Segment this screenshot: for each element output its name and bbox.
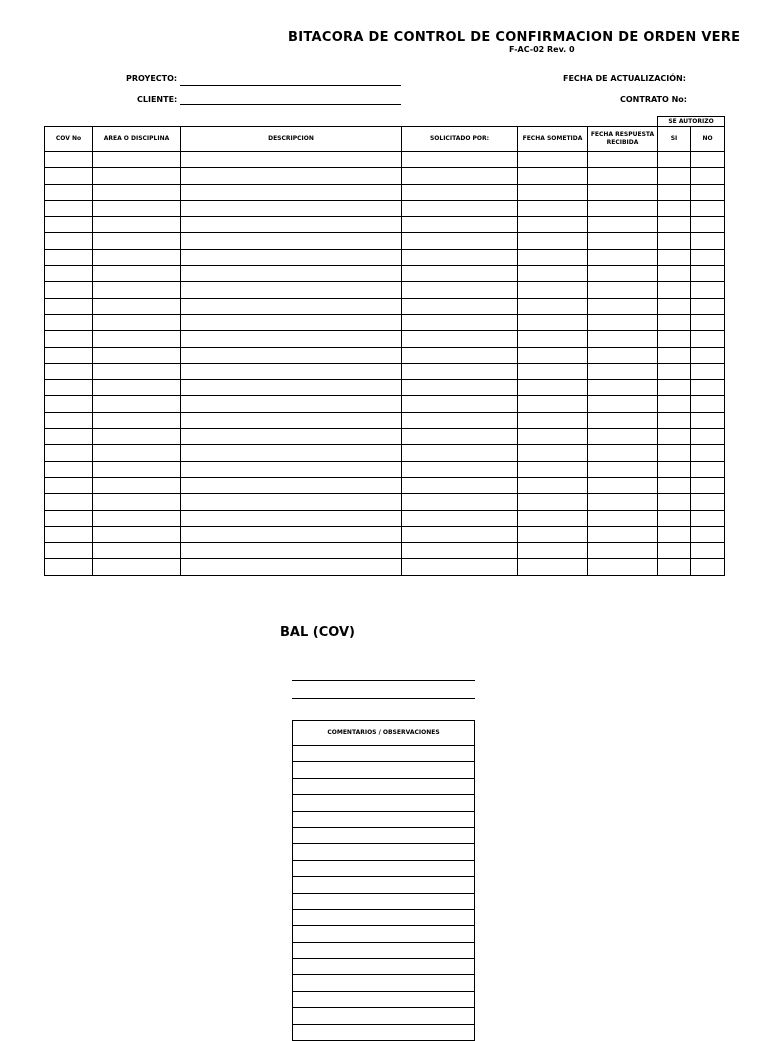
- cell-fecha-sometida[interactable]: [518, 363, 588, 379]
- cell-cov-no[interactable]: [45, 217, 93, 233]
- cell-cov-no[interactable]: [45, 494, 93, 510]
- cell-fecha-respuesta[interactable]: [588, 217, 658, 233]
- cell-comment[interactable]: [293, 926, 475, 942]
- cell-fecha-respuesta[interactable]: [588, 363, 658, 379]
- cell-descripcion[interactable]: [181, 314, 402, 330]
- cell-cov-no[interactable]: [45, 298, 93, 314]
- cell-descripcion[interactable]: [181, 526, 402, 542]
- comment-row: [293, 1008, 475, 1024]
- cell-cov-no[interactable]: [45, 331, 93, 347]
- comment-row: [293, 893, 475, 909]
- cell-descripcion[interactable]: [181, 184, 402, 200]
- cell-descripcion[interactable]: [181, 559, 402, 575]
- comments-header-row: [293, 721, 475, 746]
- cell-no[interactable]: [691, 266, 725, 282]
- cell-si[interactable]: [658, 363, 691, 379]
- cell-si[interactable]: [658, 331, 691, 347]
- cell-area[interactable]: [93, 233, 181, 249]
- table-row: [45, 477, 725, 493]
- cell-comment[interactable]: [293, 893, 475, 909]
- cell-fecha-sometida[interactable]: [518, 282, 588, 298]
- cell-descripcion[interactable]: [181, 363, 402, 379]
- cell-solicitado[interactable]: [402, 526, 518, 542]
- cell-solicitado[interactable]: [402, 266, 518, 282]
- cell-solicitado[interactable]: [402, 184, 518, 200]
- second-page-title-fragment: BAL (COV): [280, 625, 355, 640]
- cell-fecha-respuesta[interactable]: [588, 412, 658, 428]
- table-row: [45, 266, 725, 282]
- table-row: [45, 331, 725, 347]
- cell-comment[interactable]: [293, 746, 475, 762]
- cov-log-body: [45, 152, 725, 576]
- cell-area[interactable]: [93, 282, 181, 298]
- cell-si[interactable]: [658, 526, 691, 542]
- cell-si[interactable]: [658, 429, 691, 445]
- cell-cov-no[interactable]: [45, 510, 93, 526]
- cell-area[interactable]: [93, 412, 181, 428]
- cell-comment[interactable]: [293, 844, 475, 860]
- cell-fecha-respuesta[interactable]: [588, 314, 658, 330]
- cell-comment[interactable]: [293, 991, 475, 1007]
- table-row: [45, 363, 725, 379]
- cell-si[interactable]: [658, 510, 691, 526]
- cell-no[interactable]: [691, 217, 725, 233]
- cell-descripcion[interactable]: [181, 494, 402, 510]
- cell-fecha-respuesta[interactable]: [588, 282, 658, 298]
- cell-fecha-respuesta[interactable]: [588, 380, 658, 396]
- cell-cov-no[interactable]: [45, 429, 93, 445]
- cell-fecha-respuesta[interactable]: [588, 184, 658, 200]
- cell-solicitado[interactable]: [402, 477, 518, 493]
- cell-no[interactable]: [691, 380, 725, 396]
- cell-fecha-respuesta[interactable]: [588, 396, 658, 412]
- cell-fecha-respuesta[interactable]: [588, 168, 658, 184]
- cell-cov-no[interactable]: [45, 559, 93, 575]
- document-title: BITACORA DE CONTROL DE CONFIRMACION DE ORDEN VERE: [288, 30, 741, 45]
- cell-fecha-respuesta[interactable]: [588, 429, 658, 445]
- table-row: [45, 396, 725, 412]
- cell-solicitado[interactable]: [402, 494, 518, 510]
- cell-area[interactable]: [93, 429, 181, 445]
- cell-cov-no[interactable]: [45, 184, 93, 200]
- cell-area[interactable]: [93, 363, 181, 379]
- cell-area[interactable]: [93, 526, 181, 542]
- cell-descripcion[interactable]: [181, 298, 402, 314]
- cell-solicitado[interactable]: [402, 445, 518, 461]
- cell-fecha-respuesta[interactable]: [588, 477, 658, 493]
- cell-si[interactable]: [658, 445, 691, 461]
- cell-fecha-sometida[interactable]: [518, 184, 588, 200]
- cell-solicitado[interactable]: [402, 282, 518, 298]
- comment-row: [293, 860, 475, 876]
- table-row: [45, 510, 725, 526]
- cell-area[interactable]: [93, 559, 181, 575]
- cell-area[interactable]: [93, 331, 181, 347]
- cell-descripcion[interactable]: [181, 152, 402, 168]
- cell-fecha-respuesta[interactable]: [588, 266, 658, 282]
- cell-solicitado[interactable]: [402, 363, 518, 379]
- comment-row: [293, 959, 475, 975]
- cell-cov-no[interactable]: [45, 380, 93, 396]
- cell-fecha-sometida[interactable]: [518, 510, 588, 526]
- cell-no[interactable]: [691, 282, 725, 298]
- cell-descripcion[interactable]: [181, 233, 402, 249]
- cell-comment[interactable]: [293, 1024, 475, 1040]
- cell-descripcion[interactable]: [181, 282, 402, 298]
- cell-area[interactable]: [93, 217, 181, 233]
- cell-solicitado[interactable]: [402, 298, 518, 314]
- cell-si[interactable]: [658, 559, 691, 575]
- cell-fecha-sometida[interactable]: [518, 429, 588, 445]
- col-header-si: SI: [658, 127, 691, 152]
- cell-si[interactable]: [658, 266, 691, 282]
- cell-comment[interactable]: [293, 778, 475, 794]
- table-row: [45, 217, 725, 233]
- cell-fecha-respuesta[interactable]: [588, 445, 658, 461]
- cell-fecha-sometida[interactable]: [518, 152, 588, 168]
- table-row: [45, 168, 725, 184]
- cell-no[interactable]: [691, 314, 725, 330]
- cell-si[interactable]: [658, 168, 691, 184]
- comment-row: [293, 844, 475, 860]
- cell-fecha-sometida[interactable]: [518, 461, 588, 477]
- cell-no[interactable]: [691, 510, 725, 526]
- cell-fecha-respuesta[interactable]: [588, 559, 658, 575]
- cell-comment[interactable]: [293, 762, 475, 778]
- table-row: [45, 282, 725, 298]
- cell-descripcion[interactable]: [181, 331, 402, 347]
- cell-no[interactable]: [691, 543, 725, 559]
- cell-si[interactable]: [658, 233, 691, 249]
- col-header-no: NO: [691, 127, 725, 152]
- cell-fecha-sometida[interactable]: [518, 314, 588, 330]
- cell-no[interactable]: [691, 526, 725, 542]
- comment-row: [293, 975, 475, 991]
- cell-fecha-respuesta[interactable]: [588, 331, 658, 347]
- comment-row: [293, 778, 475, 794]
- cell-fecha-sometida[interactable]: [518, 233, 588, 249]
- col-header-descripcion: DESCRIPCION: [181, 127, 402, 152]
- cell-fecha-sometida[interactable]: [518, 396, 588, 412]
- cell-area[interactable]: [93, 298, 181, 314]
- cell-solicitado[interactable]: [402, 152, 518, 168]
- comments-header: COMENTARIOS / OBSERVACIONES: [293, 721, 475, 746]
- cell-descripcion[interactable]: [181, 510, 402, 526]
- cell-fecha-sometida[interactable]: [518, 477, 588, 493]
- comment-row: [293, 827, 475, 843]
- page2-field-line-2[interactable]: [292, 698, 475, 699]
- table-row: [45, 445, 725, 461]
- cell-cov-no[interactable]: [45, 543, 93, 559]
- cell-area[interactable]: [93, 249, 181, 265]
- table-row: [45, 494, 725, 510]
- cell-descripcion[interactable]: [181, 200, 402, 216]
- form-code: F-AC-02 Rev. 0: [509, 45, 575, 54]
- cell-solicitado[interactable]: [402, 429, 518, 445]
- cell-si[interactable]: [658, 461, 691, 477]
- cell-area[interactable]: [93, 510, 181, 526]
- cell-solicitado[interactable]: [402, 331, 518, 347]
- cell-cov-no[interactable]: [45, 314, 93, 330]
- cell-no[interactable]: [691, 363, 725, 379]
- cell-descripcion[interactable]: [181, 429, 402, 445]
- cell-cov-no[interactable]: [45, 477, 93, 493]
- cell-fecha-respuesta[interactable]: [588, 510, 658, 526]
- cell-cov-no[interactable]: [45, 282, 93, 298]
- cell-area[interactable]: [93, 314, 181, 330]
- table-row: [45, 429, 725, 445]
- comment-row: [293, 795, 475, 811]
- cell-cov-no[interactable]: [45, 526, 93, 542]
- cell-fecha-sometida[interactable]: [518, 445, 588, 461]
- comment-row: [293, 877, 475, 893]
- cell-no[interactable]: [691, 200, 725, 216]
- cell-fecha-sometida[interactable]: [518, 543, 588, 559]
- cell-solicitado[interactable]: [402, 200, 518, 216]
- table-row: [45, 559, 725, 575]
- cell-area[interactable]: [93, 477, 181, 493]
- cell-si[interactable]: [658, 152, 691, 168]
- comment-row: [293, 926, 475, 942]
- comment-row: [293, 1024, 475, 1040]
- cell-no[interactable]: [691, 168, 725, 184]
- cell-cov-no[interactable]: [45, 347, 93, 363]
- table-row: [45, 543, 725, 559]
- cell-fecha-respuesta[interactable]: [588, 298, 658, 314]
- cell-no[interactable]: [691, 249, 725, 265]
- cell-solicitado[interactable]: [402, 510, 518, 526]
- cell-comment[interactable]: [293, 942, 475, 958]
- page2-field-line-1[interactable]: [292, 680, 475, 681]
- cell-cov-no[interactable]: [45, 363, 93, 379]
- cell-cov-no[interactable]: [45, 249, 93, 265]
- cell-solicitado[interactable]: [402, 380, 518, 396]
- cell-comment[interactable]: [293, 877, 475, 893]
- comment-row: [293, 762, 475, 778]
- cell-descripcion[interactable]: [181, 347, 402, 363]
- cell-area[interactable]: [93, 543, 181, 559]
- cell-si[interactable]: [658, 347, 691, 363]
- proyecto-label: PROYECTO:: [126, 74, 178, 83]
- table-row: [45, 380, 725, 396]
- comment-row: [293, 746, 475, 762]
- cell-fecha-sometida[interactable]: [518, 266, 588, 282]
- cell-cov-no[interactable]: [45, 412, 93, 428]
- cell-solicitado[interactable]: [402, 347, 518, 363]
- cell-fecha-respuesta[interactable]: [588, 494, 658, 510]
- cell-fecha-sometida[interactable]: [518, 200, 588, 216]
- cell-no[interactable]: [691, 412, 725, 428]
- table-row: [45, 314, 725, 330]
- cell-si[interactable]: [658, 396, 691, 412]
- cell-fecha-sometida[interactable]: [518, 217, 588, 233]
- table-row: [45, 200, 725, 216]
- cell-area[interactable]: [93, 494, 181, 510]
- cell-solicitado[interactable]: [402, 168, 518, 184]
- cell-cov-no[interactable]: [45, 152, 93, 168]
- cell-area[interactable]: [93, 152, 181, 168]
- cell-cov-no[interactable]: [45, 445, 93, 461]
- table-row: [45, 298, 725, 314]
- cell-cov-no[interactable]: [45, 200, 93, 216]
- cell-no[interactable]: [691, 494, 725, 510]
- table-row: [45, 184, 725, 200]
- cell-si[interactable]: [658, 412, 691, 428]
- cell-no[interactable]: [691, 477, 725, 493]
- cliente-field-line[interactable]: [180, 104, 401, 105]
- cell-fecha-respuesta[interactable]: [588, 461, 658, 477]
- cell-fecha-respuesta[interactable]: [588, 347, 658, 363]
- cov-log-table: [44, 126, 725, 576]
- cell-no[interactable]: [691, 233, 725, 249]
- cell-area[interactable]: [93, 396, 181, 412]
- cell-fecha-sometida[interactable]: [518, 494, 588, 510]
- cell-fecha-respuesta[interactable]: [588, 152, 658, 168]
- table-row: [45, 233, 725, 249]
- cell-descripcion[interactable]: [181, 217, 402, 233]
- cell-si[interactable]: [658, 184, 691, 200]
- cell-comment[interactable]: [293, 909, 475, 925]
- cell-comment[interactable]: [293, 827, 475, 843]
- cell-descripcion[interactable]: [181, 543, 402, 559]
- col-header-area: AREA O DISCIPLINA: [93, 127, 181, 152]
- cell-no[interactable]: [691, 559, 725, 575]
- cell-descripcion[interactable]: [181, 168, 402, 184]
- cell-solicitado[interactable]: [402, 412, 518, 428]
- cell-area[interactable]: [93, 200, 181, 216]
- cell-solicitado[interactable]: [402, 543, 518, 559]
- cell-comment[interactable]: [293, 975, 475, 991]
- cell-comment[interactable]: [293, 1008, 475, 1024]
- comments-table: [292, 720, 475, 1041]
- cell-descripcion[interactable]: [181, 477, 402, 493]
- comment-row: [293, 942, 475, 958]
- table-header-row: [45, 127, 725, 152]
- cell-no[interactable]: [691, 298, 725, 314]
- cell-fecha-respuesta[interactable]: [588, 233, 658, 249]
- cell-comment[interactable]: [293, 795, 475, 811]
- cell-area[interactable]: [93, 461, 181, 477]
- cell-solicitado[interactable]: [402, 217, 518, 233]
- cell-cov-no[interactable]: [45, 396, 93, 412]
- cell-fecha-respuesta[interactable]: [588, 526, 658, 542]
- cell-no[interactable]: [691, 152, 725, 168]
- cell-si[interactable]: [658, 298, 691, 314]
- cell-descripcion[interactable]: [181, 461, 402, 477]
- cliente-label: CLIENTE:: [137, 95, 178, 104]
- cell-fecha-sometida[interactable]: [518, 331, 588, 347]
- table-row: [45, 152, 725, 168]
- cell-cov-no[interactable]: [45, 266, 93, 282]
- cell-no[interactable]: [691, 331, 725, 347]
- cell-no[interactable]: [691, 184, 725, 200]
- cell-fecha-sometida[interactable]: [518, 380, 588, 396]
- cell-area[interactable]: [93, 347, 181, 363]
- cell-cov-no[interactable]: [45, 168, 93, 184]
- cell-descripcion[interactable]: [181, 396, 402, 412]
- table-row: [45, 412, 725, 428]
- cell-descripcion[interactable]: [181, 380, 402, 396]
- cell-fecha-sometida[interactable]: [518, 168, 588, 184]
- cell-fecha-sometida[interactable]: [518, 412, 588, 428]
- table-row: [45, 347, 725, 363]
- cell-si[interactable]: [658, 249, 691, 265]
- cell-si[interactable]: [658, 380, 691, 396]
- cell-area[interactable]: [93, 380, 181, 396]
- cell-fecha-respuesta[interactable]: [588, 200, 658, 216]
- cell-fecha-respuesta[interactable]: [588, 249, 658, 265]
- cell-no[interactable]: [691, 396, 725, 412]
- cell-descripcion[interactable]: [181, 266, 402, 282]
- cell-fecha-respuesta[interactable]: [588, 543, 658, 559]
- table-row: [45, 461, 725, 477]
- cell-si[interactable]: [658, 314, 691, 330]
- se-autorizo-header: SE AUTORIZO: [657, 116, 725, 126]
- cell-solicitado[interactable]: [402, 559, 518, 575]
- cell-fecha-sometida[interactable]: [518, 559, 588, 575]
- cell-si[interactable]: [658, 282, 691, 298]
- cell-si[interactable]: [658, 477, 691, 493]
- cell-comment[interactable]: [293, 811, 475, 827]
- cell-comment[interactable]: [293, 860, 475, 876]
- cell-cov-no[interactable]: [45, 233, 93, 249]
- cell-no[interactable]: [691, 429, 725, 445]
- table-row: [45, 526, 725, 542]
- comment-row: [293, 991, 475, 1007]
- cell-si[interactable]: [658, 543, 691, 559]
- cell-descripcion[interactable]: [181, 445, 402, 461]
- cell-si[interactable]: [658, 217, 691, 233]
- proyecto-field-line[interactable]: [180, 85, 401, 86]
- cell-cov-no[interactable]: [45, 461, 93, 477]
- col-header-fecha-sometida: FECHA SOMETIDA: [518, 127, 588, 152]
- col-header-cov-no: COV No: [45, 127, 93, 152]
- cell-no[interactable]: [691, 347, 725, 363]
- cell-fecha-sometida[interactable]: [518, 298, 588, 314]
- comments-body: [293, 746, 475, 1041]
- cell-solicitado[interactable]: [402, 396, 518, 412]
- fecha-actualizacion-label: FECHA DE ACTUALIZACIÓN:: [563, 74, 686, 83]
- comment-row: [293, 811, 475, 827]
- col-header-solicitado: SOLICITADO POR:: [402, 127, 518, 152]
- comment-row: [293, 909, 475, 925]
- col-header-fecha-respuesta: FECHA RESPUESTA RECIBIDA: [588, 127, 658, 152]
- cell-fecha-sometida[interactable]: [518, 249, 588, 265]
- cell-si[interactable]: [658, 200, 691, 216]
- cell-descripcion[interactable]: [181, 249, 402, 265]
- table-row: [45, 249, 725, 265]
- cell-area[interactable]: [93, 184, 181, 200]
- cell-solicitado[interactable]: [402, 461, 518, 477]
- cell-no[interactable]: [691, 445, 725, 461]
- cell-comment[interactable]: [293, 959, 475, 975]
- cell-fecha-sometida[interactable]: [518, 526, 588, 542]
- cell-solicitado[interactable]: [402, 249, 518, 265]
- cell-area[interactable]: [93, 445, 181, 461]
- cell-area[interactable]: [93, 266, 181, 282]
- cell-descripcion[interactable]: [181, 412, 402, 428]
- contrato-label: CONTRATO No:: [620, 95, 687, 104]
- cell-area[interactable]: [93, 168, 181, 184]
- cell-no[interactable]: [691, 461, 725, 477]
- cell-solicitado[interactable]: [402, 314, 518, 330]
- cell-fecha-sometida[interactable]: [518, 347, 588, 363]
- cell-solicitado[interactable]: [402, 233, 518, 249]
- cell-si[interactable]: [658, 494, 691, 510]
